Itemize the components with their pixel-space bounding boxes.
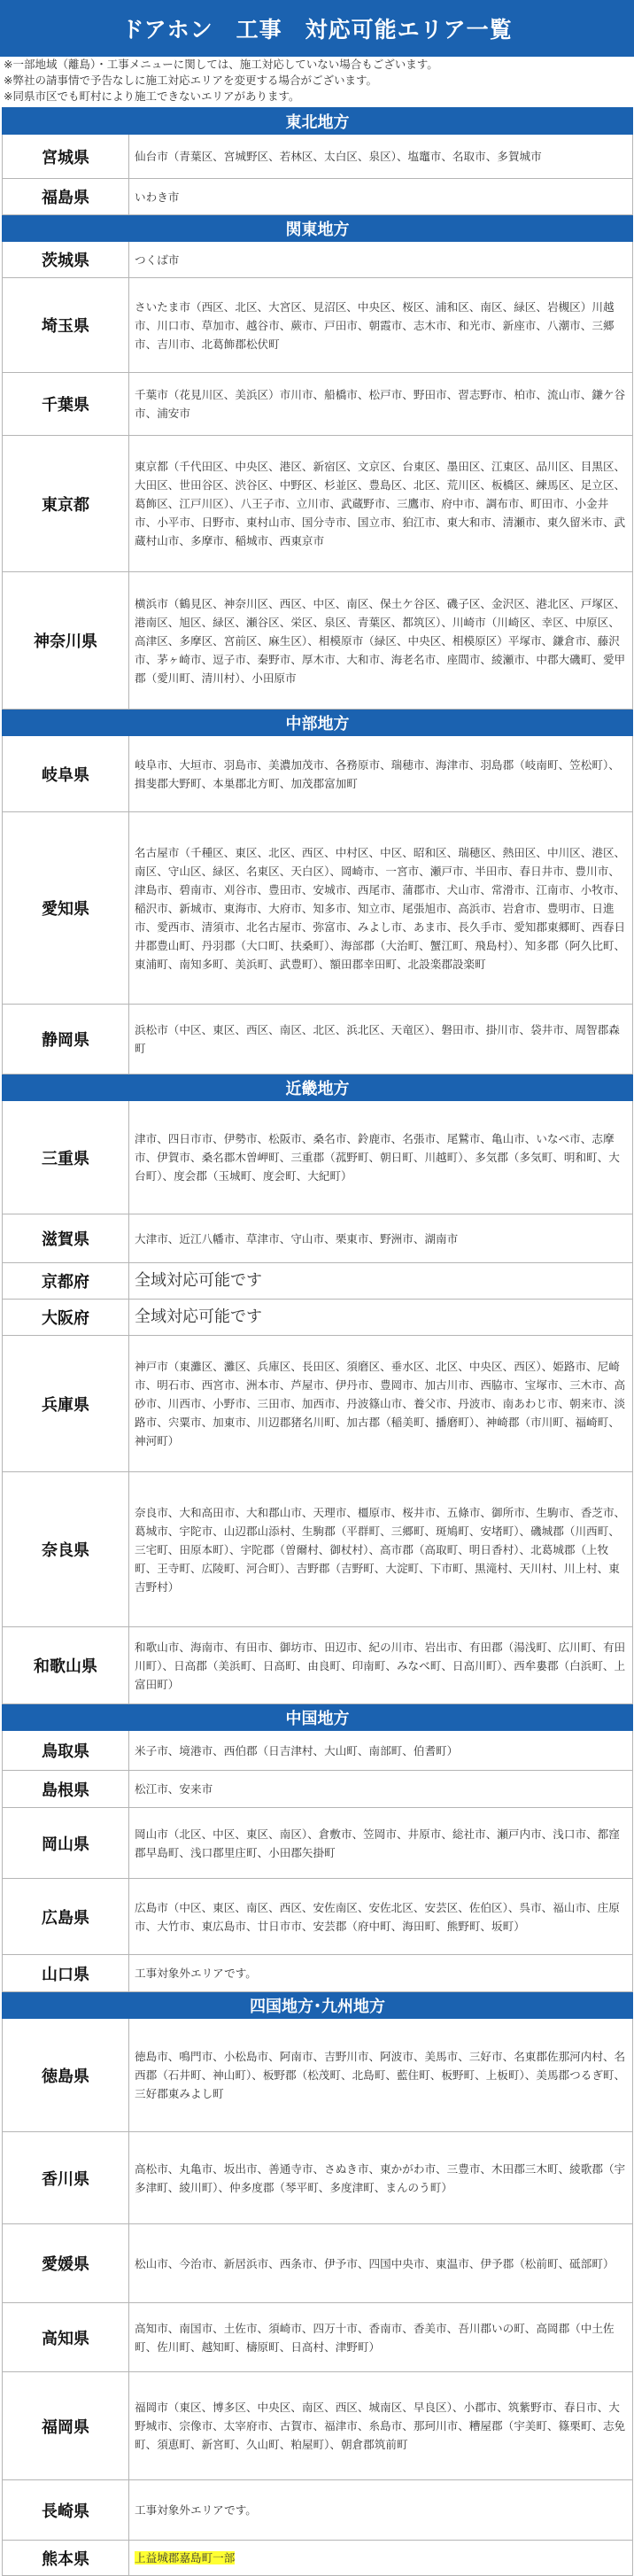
pref-tottori: 鳥取県: [3, 1731, 129, 1771]
pref-gifu: 岐阜県: [3, 736, 129, 812]
pref-kanagawa: 神奈川県: [3, 572, 129, 710]
pref-ehime: 愛媛県: [3, 2224, 129, 2303]
pref-wakayama: 和歌山県: [3, 1627, 129, 1704]
pref-okayama: 岡山県: [3, 1808, 129, 1879]
pref-shiga: 滋賀県: [3, 1214, 129, 1263]
area-kyoto: 全域対応可能です: [129, 1263, 633, 1300]
area-shizuoka: 浜松市（中区、東区、西区、南区、北区、浜北区、天竜区）、磐田市、掛川市、袋井市、周智郡森町: [129, 1005, 633, 1075]
highlighted-area-text: 上益城郡嘉島町一部: [135, 2551, 236, 2564]
area-saitama: さいたま市（西区、北区、大宮区、見沼区、中央区、桜区、浦和区、南区、緑区、岩槻区）川越市、川口市、草加市、越谷市、蕨市、戸田市、朝霞市、志木市、和光市、新座市、八潮市、三郷市、吉川市、北葛飾郡松伏町: [129, 278, 633, 373]
area-yamaguchi: 工事対象外エリアです。: [129, 1955, 633, 1992]
pref-miyagi: 宮城県: [3, 135, 129, 179]
pref-kochi: 高知県: [3, 2303, 129, 2372]
pref-tokyo: 東京都: [3, 436, 129, 572]
area-fukushima: いわき市: [129, 179, 633, 215]
area-nara: 奈良市、大和高田市、大和郡山市、天理市、橿原市、桜井市、五條市、御所市、生駒市、香芝市、葛城市、宇陀市、山辺郡山添村、生駒郡（平群町、三郷町、斑鳩町、安堵町）、磯城郡（川西町、三宅町、田原本町）、宇陀郡（曽爾村、御杖村）、高市郡（高取町、明日香村）、北葛城郡（上牧町、王寺町、広陵町、河合町）、吉野郡（吉野町、大淀町、下市町、黒滝村、天川村、川上村、東吉野村）: [129, 1472, 633, 1627]
pref-fukushima: 福島県: [3, 179, 129, 215]
area-mie: 津市、四日市市、伊勢市、松阪市、桑名市、鈴鹿市、名張市、尾鷲市、亀山市、いなべ市、志摩市、伊賀市、桑名郡木曽岬町、三重郡（菰野町、朝日町、川越町）、多気郡（多気町、明和町、大台町）、度会郡（玉城町、度会町、大紀町）: [129, 1101, 633, 1214]
pref-mie: 三重県: [3, 1101, 129, 1214]
pref-saitama: 埼玉県: [3, 278, 129, 373]
note-line: ※一部地域（離島）・工事メニューに関しては、施工対応していない場合もございます。: [4, 58, 438, 71]
pref-fukuoka: 福岡県: [3, 2372, 129, 2480]
area-tokyo: 東京都（千代田区、中央区、港区、新宿区、文京区、台東区、墨田区、江東区、品川区、目黒区、大田区、世田谷区、渋谷区、中野区、杉並区、豊島区、北区、荒川区、板橋区、練馬区、足立区、葛飾区、江戸川区）、八王子市、立川市、武蔵野市、三鷹市、府中市、調布市、町田市、小金井市、小平市、日野市、東村山市、国分寺市、国立市、狛江市、東大和市、清瀬市、東久留米市、武蔵村山市、多摩市、稲城市、西東京市: [129, 436, 633, 572]
area-tokushima: 徳島市、鳴門市、小松島市、阿南市、吉野川市、阿波市、美馬市、三好市、名東郡佐那河内村、名西郡（石井町、神山町）、板野郡（松茂町、北島町、藍住町、板野町、上板町）、美馬郡つるぎ町、三好郡東みよし町: [129, 2019, 633, 2132]
area-aichi: 名古屋市（千種区、東区、北区、西区、中村区、中区、昭和区、瑞穂区、熱田区、中川区、港区、南区、守山区、緑区、名東区、天白区）、岡崎市、一宮市、瀬戸市、半田市、春日井市、豊川市、津島市、碧南市、刈谷市、豊田市、安城市、西尾市、蒲郡市、犬山市、常滑市、江南市、小牧市、稲沢市、新城市、東海市、大府市、知多市、知立市、尾張旭市、高浜市、岩倉市、豊明市、日進市、愛西市、清須市、北名古屋市、弥富市、みよし市、あま市、長久手市、愛知郡東郷町、西春日井郡豊山町、丹羽郡（大口町、扶桑町）、海部郡（大治町、蟹江町、飛島村）、知多郡（阿久比町、東浦町、南知多町、美浜町、武豊町）、額田郡幸田町、北設楽郡設楽町: [129, 812, 633, 1005]
area-fukuoka: 福岡市（東区、博多区、中央区、南区、西区、城南区、早良区）、小郡市、筑紫野市、春日市、大野城市、宗像市、太宰府市、古賀市、福津市、糸島市、那珂川市、糟屋郡（宇美町、篠栗町、志免町、須恵町、新宮町、久山町、粕屋町）、朝倉郡筑前町: [129, 2372, 633, 2480]
pref-aichi: 愛知県: [3, 812, 129, 1005]
area-wakayama: 和歌山市、海南市、有田市、御坊市、田辺市、紀の川市、岩出市、有田郡（湯浅町、広川町、有田川町）、日高郡（美浜町、日高町、由良町、印南町、みなべ町、日高川町）、西牟婁郡（白浜町、上富田町）: [129, 1627, 633, 1704]
area-kochi: 高知市、南国市、土佐市、須崎市、四万十市、香南市、香美市、吾川郡いの町、高岡郡（中土佐町、佐川町、越知町、檮原町、日高村、津野町）: [129, 2303, 633, 2372]
region-header-kinki: 近畿地方: [3, 1075, 633, 1101]
area-chiba: 千葉市（花見川区、美浜区）市川市、船橋市、松戸市、野田市、習志野市、柏市、流山市、鎌ケ谷市、浦安市: [129, 373, 633, 436]
area-miyagi: 仙台市（青葉区、宮城野区、若林区、太白区、泉区）、塩竈市、名取市、多賀城市: [129, 135, 633, 179]
note-line: ※弊社の請事情で予告なしに施工対応エリアを変更する場合がございます。: [4, 74, 377, 87]
area-hiroshima: 広島市（中区、東区、南区、西区、安佐南区、安佐北区、安芸区、佐伯区）、呉市、福山市、庄原市、大竹市、東広島市、廿日市市、安芸郡（府中町、海田町、熊野町、坂町）: [129, 1879, 633, 1955]
area-ibaraki: つくば市: [129, 242, 633, 278]
region-header-kanto: 関東地方: [3, 215, 633, 242]
area-okayama: 岡山市（北区、中区、東区、南区）、倉敷市、笠岡市、井原市、総社市、瀬戸内市、浅口市、都窪郡早島町、浅口郡里庄町、小田郡矢掛町: [129, 1808, 633, 1879]
region-header-tohoku: 東北地方: [3, 108, 633, 135]
area-hyogo: 神戸市（東灘区、灘区、兵庫区、長田区、須磨区、垂水区、北区、中央区、西区）、姫路市、尼崎市、明石市、西宮市、洲本市、芦屋市、伊丹市、豊岡市、加古川市、西脇市、宝塚市、三木市、高砂市、川西市、小野市、三田市、加西市、丹波篠山市、養父市、丹波市、南あわじ市、朝来市、淡路市、宍粟市、加東市、川辺郡猪名川町、加古郡（稲美町、播磨町）、神崎郡（市川町、福崎町、神河町）: [129, 1336, 633, 1472]
pref-nara: 奈良県: [3, 1472, 129, 1627]
note-line: ※同県市区でも町村により施工できないエリアがあります。: [4, 89, 300, 103]
area-shimane: 松江市、安来市: [129, 1771, 633, 1808]
pref-kumamoto: 熊本県: [3, 2541, 129, 2576]
area-shiga: 大津市、近江八幡市、草津市、守山市、栗東市、野洲市、湖南市: [129, 1214, 633, 1263]
pref-tokushima: 徳島県: [3, 2019, 129, 2132]
area-table: [2, 107, 633, 2576]
region-header-chubu: 中部地方: [3, 710, 633, 736]
notes: [4, 57, 630, 105]
area-kagawa: 高松市、丸亀市、坂出市、善通寺市、さぬき市、東かがわ市、三豊市、木田郡三木町、綾歌郡（宇多津町、綾川町）、仲多度郡（琴平町、多度津町、まんのう町）: [129, 2132, 633, 2224]
page-title: ドアホン 工事 対応可能エリア一覧: [0, 0, 634, 57]
area-ehime: 松山市、今治市、新居浜市、西条市、伊予市、四国中央市、東温市、伊予郡（松前町、砥部町）: [129, 2224, 633, 2303]
pref-ibaraki: 茨城県: [3, 242, 129, 278]
region-header-chugoku: 中国地方: [3, 1704, 633, 1731]
area-gifu: 岐阜市、大垣市、羽島市、美濃加茂市、各務原市、瑞穂市、海津市、羽島郡（岐南町、笠松町）、揖斐郡大野町、本巣郡北方町、加茂郡富加町: [129, 736, 633, 812]
pref-kagawa: 香川県: [3, 2132, 129, 2224]
area-osaka: 全域対応可能です: [129, 1300, 633, 1336]
area-nagasaki: 工事対象外エリアです。: [129, 2480, 633, 2541]
area-tottori: 米子市、境港市、西伯郡（日吉津村、大山町、南部町、伯耆町）: [129, 1731, 633, 1771]
pref-yamaguchi: 山口県: [3, 1955, 129, 1992]
pref-shizuoka: 静岡県: [3, 1005, 129, 1075]
area-kanagawa: 横浜市（鶴見区、神奈川区、西区、中区、南区、保土ケ谷区、磯子区、金沢区、港北区、戸塚区、港南区、旭区、緑区、瀬谷区、栄区、泉区、青葉区、都筑区）、川崎市（川崎区、幸区、中原区、高津区、多摩区、宮前区、麻生区）、相模原市（緑区、中央区、相模原区）平塚市、鎌倉市、藤沢市、茅ヶ崎市、逗子市、秦野市、厚木市、大和市、海老名市、座間市、綾瀬市、中郡大磯町、愛甲郡（愛川町、清川村）、小田原市: [129, 572, 633, 710]
pref-hyogo: 兵庫県: [3, 1336, 129, 1472]
region-header-shikoku-kyushu: 四国地方･九州地方: [3, 1992, 633, 2019]
pref-kyoto: 京都府: [3, 1263, 129, 1300]
pref-osaka: 大阪府: [3, 1300, 129, 1336]
pref-chiba: 千葉県: [3, 373, 129, 436]
pref-shimane: 島根県: [3, 1771, 129, 1808]
pref-hiroshima: 広島県: [3, 1879, 129, 1955]
pref-nagasaki: 長崎県: [3, 2480, 129, 2541]
area-kumamoto: [129, 2541, 633, 2576]
